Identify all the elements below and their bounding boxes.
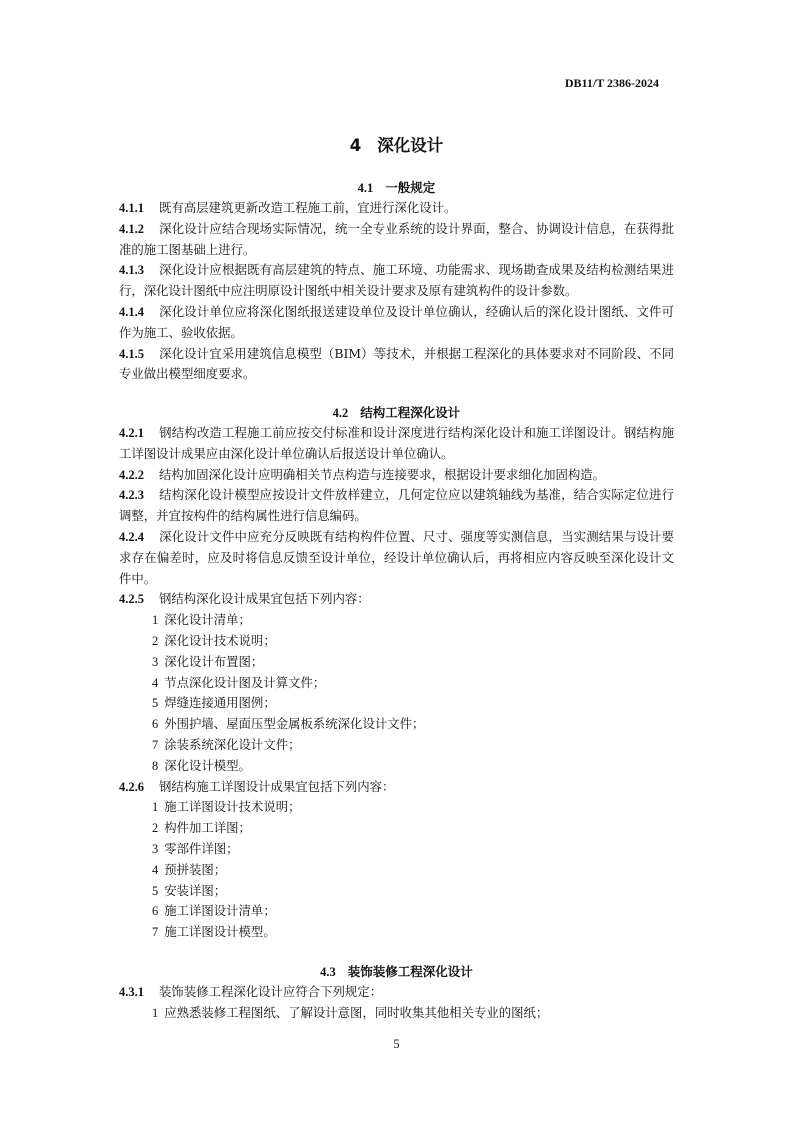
clause-text: 结构加固深化设计应明确相关节点构造与连接要求，根据设计要求细化加固构造。 [159,466,606,482]
clause-number: 4.2.6 [119,779,144,794]
list-item-text: 深化设计清单； [164,612,251,628]
section-title: 结构工程深化设计 [360,405,461,420]
list-item [119,922,674,943]
list-item-number: 7 [152,737,159,752]
clause-number: 4.1.3 [119,263,144,278]
list-item-text: 安装详图； [164,882,227,898]
list-item-text: 焊缝连接通用图例； [164,695,276,711]
clause-number: 4.1.2 [119,221,144,236]
clause [119,527,674,589]
section-4-3 [119,961,674,1024]
clause [119,344,674,386]
list-item [119,652,674,673]
clause-text: 钢结构施工详图设计成果宜包括下列内容： [159,778,395,794]
clause-number: 4.2.5 [119,592,144,607]
clause-text: 深化设计应结合现场实际情况，统一全专业系统的设计界面，整合、协调设计信息，在获得批准的施工图基础上进行。 [119,220,674,257]
section-number: 4.1 [357,181,374,195]
list-item [119,818,674,839]
list-item-text: 涂装系统深化设计文件； [164,736,301,752]
clause-number: 4.2.2 [119,467,144,482]
clause [119,982,674,1003]
clause [119,302,674,344]
list-item-number: 5 [152,696,159,711]
list-item-number: 2 [152,821,159,836]
list-item [119,714,674,735]
section-4-1 [119,177,674,385]
section-heading [119,177,674,198]
clause-text: 深化设计文件中应充分反映既有结构构件位置、尺寸、强度等实测信息，当实测结果与设计要求存在偏差时，应及时将信息反馈至设计单位，经设计单位确认后，再将相应内容反映至深化设计文件中。 [119,528,674,586]
clause [119,777,674,798]
chapter-title: 深化设计 [377,136,444,155]
list-item-number: 1 [152,800,159,815]
list-item-text: 应熟悉装修工程图纸、了解设计意图，同时收集其他相关专业的图纸； [164,1004,549,1020]
list-item [119,631,674,652]
clause-number: 4.1.5 [119,346,144,361]
list-item [119,797,674,818]
list-item-number: 1 [152,613,159,628]
section-title: 一般规定 [385,180,436,195]
section-title: 装饰装修工程深化设计 [347,964,473,979]
list-item-text: 施工详图设计技术说明； [164,799,301,815]
list-item-number: 1 [152,1005,159,1020]
list-item-number: 5 [152,883,159,898]
list-item-text: 深化设计模型。 [164,757,251,773]
list-item [119,756,674,777]
list-item-text: 深化设计技术说明； [164,632,276,648]
clause-text: 钢结构深化设计成果宜包括下列内容： [159,591,370,607]
list-item-text: 构件加工详图； [164,820,251,836]
clause-number: 4.1.1 [119,201,144,215]
list-item [119,693,674,714]
section-heading [119,961,674,982]
list-item [119,881,674,902]
list-item-text: 预拼装图； [164,861,227,877]
clause [119,465,674,486]
clause [119,198,674,219]
clause [119,485,674,527]
list-item [119,735,674,756]
section-heading [119,402,674,423]
clause [119,589,674,610]
list-item-number: 3 [152,654,159,669]
section-4-2 [119,402,674,943]
page-number: 5 [393,1037,400,1051]
clause-number: 4.2.4 [119,529,144,544]
document-code: DB11/T 2386-2024 [564,76,659,90]
list-item-number: 8 [152,758,159,773]
chapter-number: 4 [349,136,362,155]
list-item [119,673,674,694]
list-item-number: 3 [152,841,159,856]
section-number: 4.2 [332,406,349,420]
clause-number: 4.2.1 [119,426,144,440]
clause [119,219,674,261]
clause-text: 深化设计应根据既有高层建筑的特点、施工环境、功能需求、现场勘查成果及结构检测结果进行，深化设计图纸中应注明原设计图纸中相关设计要求及原有建筑构件的设计参数。 [119,262,674,299]
clause-number: 4.3.1 [119,985,144,999]
list-item-text: 零部件详图； [164,840,239,856]
list-item-number: 4 [152,862,159,877]
clause-text: 深化设计单位应将深化图纸报送建设单位及设计单位确认，经确认后的深化设计图纸、文件可作为施工、验收依据。 [119,303,674,340]
clause-text: 结构深化设计模型应按设计文件放样建立，几何定位应以建筑轴线为基准，结合实际定位进行调整，并宜按构件的结构属性进行信息编码。 [119,487,674,524]
list-item [119,860,674,881]
list-item [119,901,674,922]
list-item-number: 6 [152,904,159,919]
list-item [119,839,674,860]
clause-text: 装饰装修工程深化设计应符合下列规定： [159,984,383,999]
clause [119,260,674,302]
list-item-number: 2 [152,633,159,648]
clause-text: 深化设计宜采用建筑信息模型（BIM）等技术，并根据工程深化的具体要求对不同阶段、不同专业做出模型细度要求。 [119,345,674,382]
clause-number: 4.2.3 [119,488,144,503]
list-item [119,610,674,631]
list-item-text: 节点深化设计图及计算文件； [164,674,326,690]
list-item-text: 施工详图设计模型。 [164,924,276,940]
section-number: 4.3 [320,965,336,979]
list-item [119,1003,674,1024]
list-item-number: 7 [152,925,159,940]
list-item-text: 外围护墙、屋面压型金属板系统深化设计文件； [164,716,425,732]
clause [119,423,674,465]
list-item-text: 深化设计布置图； [164,653,264,669]
list-item-number: 6 [152,717,159,732]
clause-text: 钢结构改造工程施工前应按交付标准和设计深度进行结构深化设计和施工详图设计。钢结构施工详图设计成果应由深化设计单位确认后报送设计单位确认。 [119,425,674,461]
chapter-heading [0,132,793,156]
list-item-text: 施工详图设计清单； [164,903,276,919]
clause-text: 既有高层建筑更新改造工程施工前，宜进行深化设计。 [159,200,457,215]
list-item-number: 4 [152,675,159,690]
clause-number: 4.1.4 [119,304,144,319]
